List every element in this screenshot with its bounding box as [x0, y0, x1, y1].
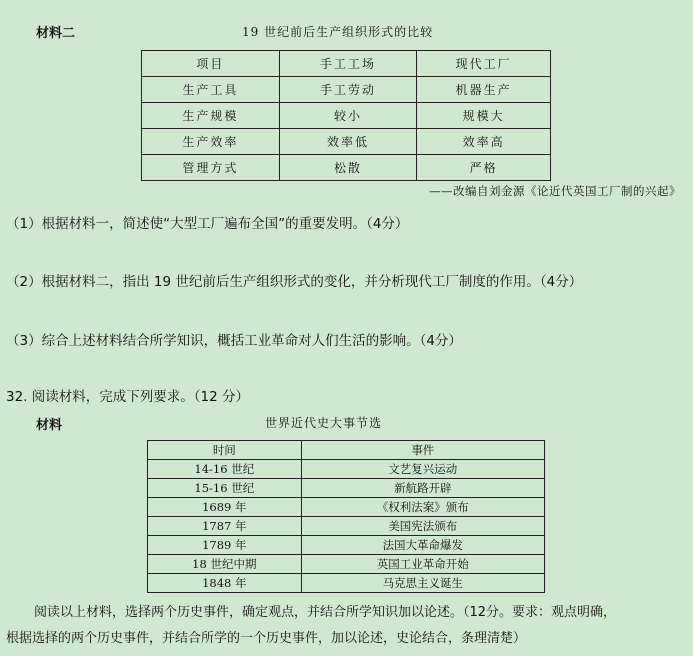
table-cell: 生产工具: [142, 77, 280, 103]
table-cell: 效率低: [279, 129, 417, 155]
table-cell: 规模大: [417, 103, 551, 129]
table-row: [148, 460, 545, 479]
table-cell: 15-16 世纪: [148, 479, 302, 498]
table-row: [148, 574, 545, 593]
table-cell: 18 世纪中期: [148, 555, 302, 574]
table-cell: 新航路开辟: [301, 479, 544, 498]
table-cell: 生产效率: [142, 129, 280, 155]
table-row: [142, 129, 551, 155]
table-row: [142, 77, 551, 103]
table-cell: 事件: [301, 441, 544, 460]
table-cell: 效率高: [417, 129, 551, 155]
table-row: [148, 555, 545, 574]
table-cell: 松散: [279, 155, 417, 181]
table-cell: 1789 年: [148, 536, 302, 555]
table-row: [148, 536, 545, 555]
q32-instruction-line1: 阅读以上材料，选择两个历史事件，确定观点，并结合所学知识加以论述。（12分。要求：观点明确，: [34, 605, 617, 620]
question-3: （3）综合上述材料结合所学知识，概括工业革命对人们生活的影响。（4分）: [6, 333, 462, 349]
material2-source: ——改编自刘金源《论近代英国工厂制的兴起》: [429, 184, 681, 198]
table-cell: 手工工场: [279, 51, 417, 77]
table-cell: 1787 年: [148, 517, 302, 536]
table-cell: 生产规模: [142, 103, 280, 129]
table-row: [142, 103, 551, 129]
q32-title: 世界近代史大事节选: [265, 416, 383, 430]
table-cell: 管理方式: [142, 155, 280, 181]
q32-heading: 32. 阅读材料，完成下列要求。（12 分）: [6, 389, 249, 405]
question-2: （2）根据材料二，指出 19 世纪前后生产组织形式的变化，并分析现代工厂制度的作用。（4分）: [6, 274, 583, 290]
table-cell: 时间: [148, 441, 302, 460]
production-comparison-table: [141, 50, 551, 181]
table-cell: 美国宪法颁布: [301, 517, 544, 536]
table-row: [148, 479, 545, 498]
table-cell: 文艺复兴运动: [301, 460, 544, 479]
table-row: [142, 51, 551, 77]
table-cell: 较小: [279, 103, 417, 129]
table-cell: 机器生产: [417, 77, 551, 103]
table-row: [148, 441, 545, 460]
q32-material-label: 材料: [36, 418, 63, 433]
table-row: [148, 517, 545, 536]
table-cell: 马克思主义诞生: [301, 574, 544, 593]
table-cell: 现代工厂: [417, 51, 551, 77]
table-cell: 1689 年: [148, 498, 302, 517]
table-row: [142, 155, 551, 181]
table-row: [148, 498, 545, 517]
table-cell: 严格: [417, 155, 551, 181]
table-cell: 手工劳动: [279, 77, 417, 103]
table-cell: 《权利法案》颁布: [301, 498, 544, 517]
material2-label: 材料二: [36, 26, 76, 41]
table-cell: 项目: [142, 51, 280, 77]
table-cell: 英国工业革命开始: [301, 555, 544, 574]
material2-title: 19 世纪前后生产组织形式的比较: [242, 25, 434, 39]
table-cell: 1848 年: [148, 574, 302, 593]
events-table: [147, 440, 545, 593]
q32-instruction-line2: 根据选择的两个历史事件，并结合所学的一个历史事件，加以论述，史论结合，条理清楚）: [6, 631, 527, 646]
table-cell: 14-16 世纪: [148, 460, 302, 479]
question-1: （1）根据材料一，简述使“大型工厂遍布全国”的重要发明。（4分）: [6, 216, 409, 232]
table-cell: 法国大革命爆发: [301, 536, 544, 555]
